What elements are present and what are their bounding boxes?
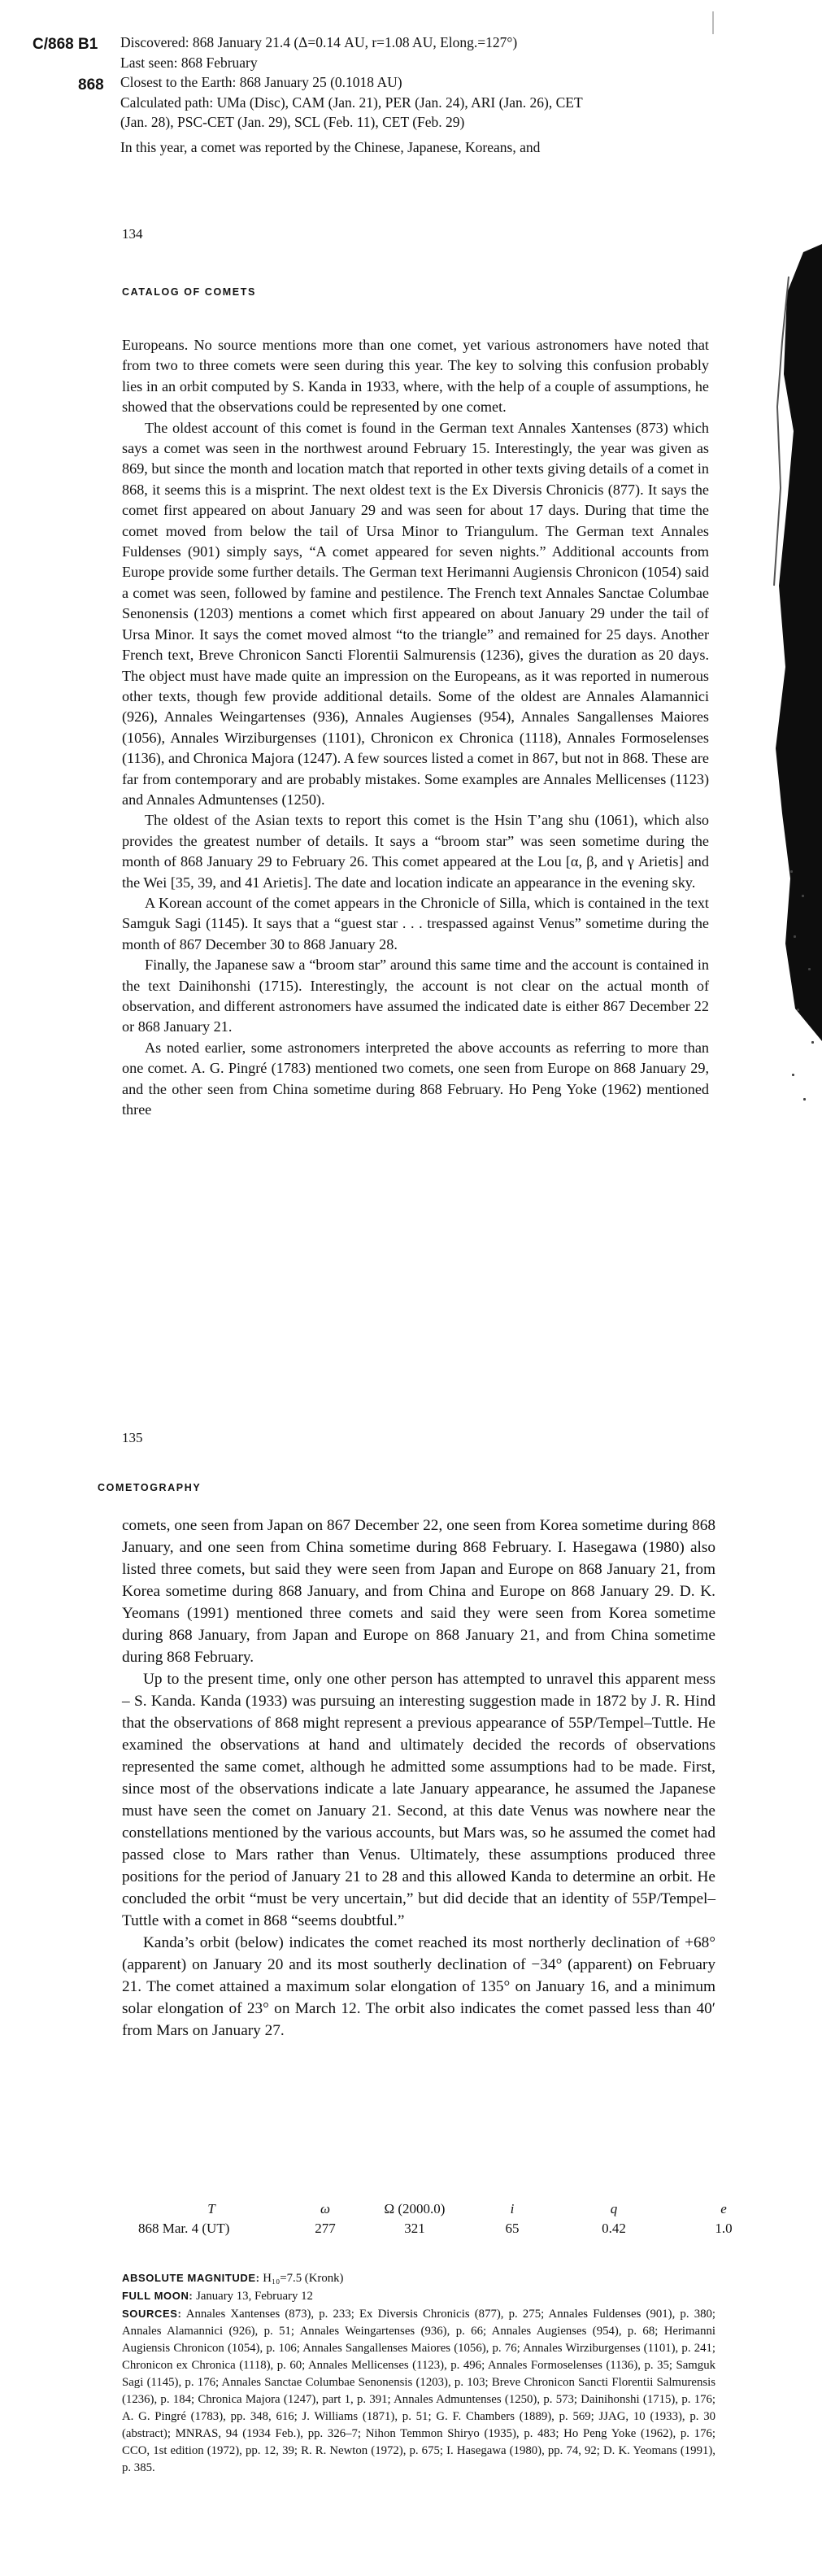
scan-specks [787, 862, 820, 1106]
page-134-body [122, 335, 709, 1120]
paragraph: Europeans. No source mentions more than one comet, yet various astronomers have noted that from two to three comets were seen during this year. The key to solving this confusion probably lies in an orbit computed by S. Kanda in 1933, where, with the help of a couple of assumptions, he showed that the observations could be represented by one comet. [122, 337, 709, 416]
closest-line: Closest to the Earth: 868 January 25 (0.1018 AU) [120, 74, 402, 90]
sources-label: SOURCES: [122, 2308, 182, 2320]
page-number-135: 135 [122, 1430, 143, 1445]
orbit-value-e: 1.0 [715, 2221, 733, 2236]
orbit-header-q: q [610, 2201, 618, 2216]
discovered-line: Discovered: 868 January 21.4 (Δ=0.14 AU, r=1.08 AU, Elong.=127°) [120, 34, 518, 50]
paragraph: Up to the present time, only one other person has attempted to unravel this apparent mess – S. Kanda. Kanda (1933) was pursuing an interesting suggestion made in 1872 by J. R. Hind that the observations of 868 might represent a previous appearance of 55P/Tempel–Tuttle. He examined the observations at hand and ultimately decided the records of observations represented the same comet, although he admitted some assumptions had to be made. First, since most of the observations indicate a late January appearance, he assumed the Japanese must have seen the comet on January 21. Second, at this date Venus was nowhere near the constellations mentioned by the various accounts, but Mars was, so he assumed the comet had passed close to Mars rather than Venus. Ultimately, these assumptions produced three positions for the period of January 21 to 28 and this allowed Kanda to determine an orbit. He concluded the orbit “must be very uncertain,” but did decide that an identity of 55P/Tempel–Tuttle with a comet in 868 “seems doubtful.” [122, 1671, 715, 1929]
full-moon-label: FULL MOON: [122, 2290, 194, 2302]
comet-header-details [120, 33, 722, 157]
absolute-magnitude-label: ABSOLUTE MAGNITUDE: [122, 2272, 260, 2284]
paragraph: As noted earlier, some astronomers interpreted the above accounts as referring to more than one comet. A. G. Pingré (1783) mentioned two comets, one seen from Europe on 868 January 29, and the other seen from China sometime during 868 February. Ho Peng Yoke (1962) mentioned three [122, 1039, 709, 1118]
intro-line: In this year, a comet was reported by the Chinese, Japanese, Koreans, and [120, 138, 541, 155]
orbit-value-T: 868 Mar. 4 (UT) [138, 2221, 230, 2236]
notes-block [122, 2269, 715, 2477]
orbit-value-i: 65 [505, 2221, 520, 2236]
absolute-magnitude [122, 2269, 715, 2287]
page-135-body [122, 1515, 715, 2042]
orbit-value-omega: 277 [315, 2221, 336, 2236]
running-head-catalog: CATALOG OF COMETS [122, 286, 256, 298]
path-line-1: Calculated path: UMa (Disc), CAM (Jan. 21), PER (Jan. 24), ARI (Jan. 26), CET [120, 94, 583, 111]
orbit-header-node: Ω (2000.0) [384, 2201, 446, 2216]
paragraph: Finally, the Japanese saw a “broom star” around this same time and the account is contained in the text Dainihonshi (1715). Interestingly, the account is not clear on the actual month of observation, and different astronomers have assumed the indicated date is either 867 December 22 or 868 January 21. [122, 957, 709, 1035]
paragraph: Kanda’s orbit (below) indicates the comet reached its most northerly declination of +68° (apparent) on January 20 and its most southerly declination of −34° (apparent) on February 21. The comet attained a maximum solar elongation of 135° on January 16, and a minimum solar elongation of 23° on March 12. The orbit also indicates the comet passed less than 40′ from Mars on January 27. [122, 1934, 715, 2039]
paragraph: The oldest account of this comet is found in the German text Annales Xantenses (873) which says a comet was seen in the northwest around February 15. Interestingly, the year was given as 869, but since the month and location match that reported in other texts giving details of a comet in 868, it seems this is a misprint. The next oldest text is the Ex Diversis Chronicis (877). It says the comet first appeared on about January 29 and was seen for about 17 days. During that time the comet moved from below the tail of Ursa Minor to Triangulum. The German text Annales Fuldenses (901) simply says, “A comet appeared for seven nights.” Additional accounts from Europe provide some further details. The German text Herimanni Augiensis Chronicon (1054) said a comet was seen, followed by famine and pestilence. The French text Annales Sanctae Columbae Senonensis (1203) mentions a comet which first appeared on about January 29 under the tail of Ursa Minor. It says the comet moved almost “to the triangle” and remained for 25 days. Another French text, Breve Chronicon Sancti Florentii Salmurensis (1236), gives the duration as 20 days. The object must have made quite an impression on the Europeans, as it was reported in numerous other texts, though few provide additional details. Some of the oldest are Annales Alamannici (926), Annales Weingartenses (936), Annales Augienses (954), Annales Sangallenses Maiores (1056), Annales Wirziburgenses (1101), Chronicon ex Chronica (1118), Annales Formoselenses (1136), and Chronica Majora (1247). A few sources listed a comet in 867, but not in 868. These are far from contemporary and are probably mistakes. Some examples are Annales Mellicenses (1123) and Annales Admuntenses (1250). [122, 419, 709, 808]
path-line-2: (Jan. 28), PSC-CET (Jan. 29), SCL (Feb. 11), CET (Feb. 29) [120, 114, 465, 130]
orbit-value-node: 321 [404, 2221, 425, 2236]
scan-edge-mark [712, 11, 714, 34]
sources-text: Annales Xantenses (873), p. 233; Ex Diversis Chronicis (877), p. 275; Annales Fuldenses (901), p. 380; Annales Alamannici (926), p. 51; Annales Weingartenses (936), p. 66; Annales Augienses (954), p. 68; Herimanni Augiensis Chronicon (1054), p. 106; Annales Sangallenses Maiores (1056), p. 76; Annales Wirziburgenses (1101), p. 241; Chronicon ex Chronica (1118), p. 60; Annales Mellicenses (1123), p. 496; Annales Formoselenses (1136), p. 35; Samguk Sagi (1145), p. 176; Annales Sanctae Columbae Senonensis (1203), p. 103; Breve Chronicon Sancti Florentii Salmurensis (1236), p. 184; Chronica Majora (1247), part 1, p. 391; Annales Admuntenses (1250), p. 573; Dainihonshi (1715), p. 176; A. G. Pingré (1783), pp. 348, 616; J. Williams (1871), p. 51; G. F. Chambers (1889), p. 569; JJAG, 10 (1933), p. 30 (abstract); MNRAS, 94 (1934 Feb.), pp. 326–7; Nihon Temmon Shiryo (1935), p. 483; Ho Peng Yoke (1962), p. 176; CCO, 1st edition (1972), pp. 12, 39; R. R. Newton (1972), p. 675; I. Hasegawa (1980), pp. 74, 92; D. K. Yeomans (1991), p. 385. [122, 2308, 715, 2474]
orbit-header-e: e [720, 2201, 727, 2216]
last-seen-line: Last seen: 868 February [120, 54, 258, 71]
comet-year: 868 [78, 76, 104, 94]
paragraph: comets, one seen from Japan on 867 December 22, one seen from Korea sometime during 868 January, and one seen from China sometime during 868 February. I. Hasegawa (1980) also listed three comets, but said they were seen from Japan and Europe on 868 January 21, from Korea sometime during 868 January, and from China and Europe on 868 January 29. D. K. Yeomans (1991) mentioned three comets and said they were seen from Korea sometime during 868 January, from Japan and Europe on 868 January 21, and from China sometime during 868 February. [122, 1517, 715, 1666]
orbit-value-q: 0.42 [602, 2221, 626, 2236]
page-number-134: 134 [122, 226, 143, 242]
orbit-header-T: T [207, 2201, 215, 2216]
sources [122, 2305, 715, 2477]
running-head-cometography: COMETOGRAPHY [98, 1482, 202, 1493]
comet-designation: C/868 B1 [33, 36, 98, 53]
paragraph: The oldest of the Asian texts to report this comet is the Hsin T’ang shu (1061), which also provides the greatest number of details. It says a “broom star” was seen sometime during the month of 868 January 29 to February 26. This comet appeared at the Lou [α, β, and γ Arietis] and the Wei [35, 39, and 41 Arietis]. The date and location indicate an appearance in the evening sky. [122, 812, 709, 891]
absolute-magnitude-value: H₁₀=7.5 (Kronk) [263, 2272, 344, 2285]
orbit-header-omega: ω [320, 2201, 330, 2216]
paragraph: A Korean account of the comet appears in the Chronicle of Silla, which is contained in the text Samguk Sagi (1145). It says that a “guest star . . . trespassed against Venus” sometime during the month of 867 December 30 to 868 January 28. [122, 894, 709, 952]
orbit-header-i: i [510, 2201, 515, 2216]
full-moon [122, 2287, 715, 2305]
full-moon-value: January 13, February 12 [196, 2290, 313, 2303]
